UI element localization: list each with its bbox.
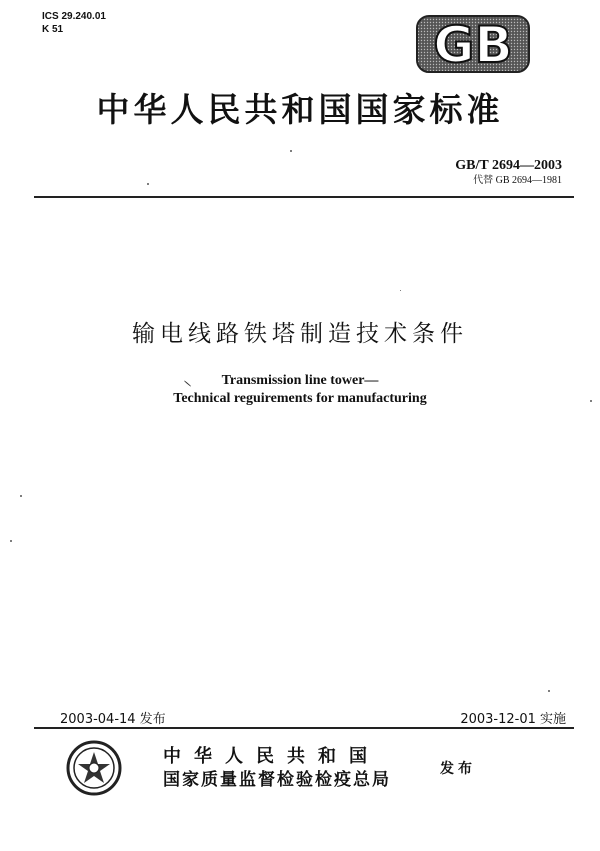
- implementation-date: 2003-12-01 实施: [460, 712, 566, 727]
- aqsiq-emblem-icon: [66, 740, 122, 796]
- standard-number-block: [455, 158, 562, 187]
- page-title: 中华人民共和国国家标准: [96, 90, 504, 129]
- title-en-line2: Technical reguirements for manufacturing: [173, 391, 427, 406]
- gb-logo-text: GB: [433, 16, 513, 74]
- publish-label: 发布: [440, 761, 476, 777]
- issue-date: 2003-04-14 发布: [60, 712, 166, 727]
- footer-divider: [34, 727, 574, 729]
- title-en-line1: Transmission line tower—: [221, 373, 379, 388]
- scan-speck: [10, 540, 12, 542]
- document-title-en: [20, 372, 580, 408]
- header-divider: [34, 196, 574, 198]
- gb-logo: [414, 12, 532, 74]
- document-title-cn: 输电线路铁塔制造技术条件: [132, 321, 468, 347]
- replaces-code: 代替 GB 2694—1981: [473, 175, 562, 186]
- scan-speck: [590, 400, 592, 402]
- scan-speck: [290, 150, 292, 152]
- scan-speck: [20, 495, 22, 497]
- ics-code-block: [42, 10, 106, 36]
- scan-speck: [400, 290, 401, 291]
- scan-speck: [147, 183, 149, 185]
- standard-code: GB/T 2694—2003: [455, 158, 562, 173]
- scan-speck: [548, 690, 550, 692]
- publisher-line2: 国家质量监督检验检疫总局: [163, 770, 391, 790]
- ics-code: ICS 29.240.01: [42, 11, 106, 22]
- classification-code: K 51: [42, 24, 64, 35]
- publisher-line1: 中华人民共和国: [163, 746, 380, 767]
